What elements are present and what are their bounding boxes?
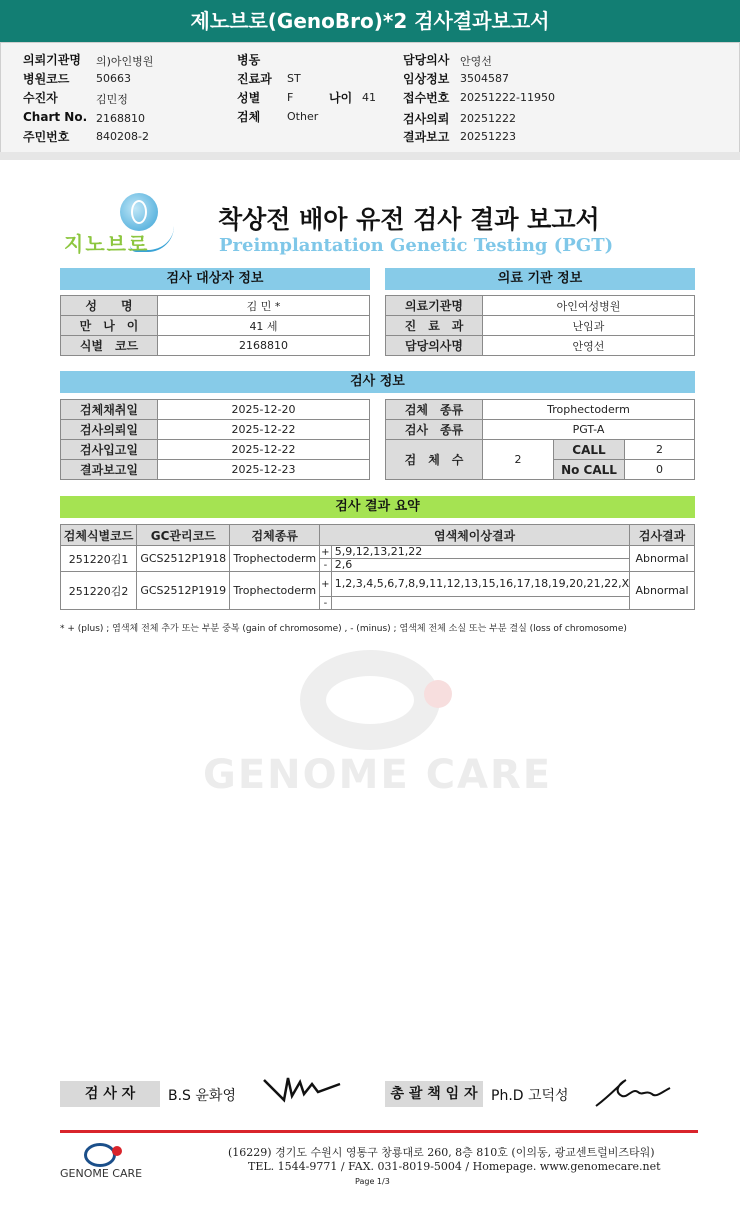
summary-table bbox=[60, 524, 695, 610]
header-label: 의뢰기관명 bbox=[23, 53, 81, 67]
header-value: 20251223 bbox=[460, 130, 516, 143]
logo-text: 지노브로 bbox=[64, 232, 150, 256]
footer-divider bbox=[60, 1130, 698, 1133]
institution-value: 아인여성병원 bbox=[483, 296, 695, 316]
specimen-type: Trophectoderm bbox=[230, 546, 320, 572]
specimen-count-label: 검 체 수 bbox=[386, 440, 483, 480]
footer-contact: TEL. 1544-9771 / FAX. 031-8019-5004 / Homepage. www.genomecare.net bbox=[248, 1160, 661, 1173]
specimen-count-value: 2 bbox=[483, 440, 554, 480]
patient-value: 41 세 bbox=[158, 316, 370, 336]
specimen-id: 251220김2 bbox=[61, 572, 137, 610]
examiner-name: B.S 윤화영 bbox=[168, 1088, 236, 1104]
institution-info-header: 의료 기관 정보 bbox=[385, 268, 695, 290]
header-label: 검사의뢰 bbox=[403, 112, 450, 126]
test-date-value: 2025-12-22 bbox=[158, 420, 370, 440]
legend-footnote: * + (plus) ; 염색체 전체 추가 또는 부분 중복 (gain of chromosome) , - (minus) ; 염색체 전체 소실 또는 부분 결실 (loss of chromosome) bbox=[60, 624, 627, 634]
test-date-value: 2025-12-23 bbox=[158, 460, 370, 480]
institution-value: 난임과 bbox=[483, 316, 695, 336]
patient-header-panel bbox=[0, 42, 740, 154]
institution-label: 진 료 과 bbox=[386, 316, 483, 336]
minus-sign: - bbox=[320, 597, 332, 610]
header-label: 검체 bbox=[237, 110, 261, 124]
director-name: Ph.D 고덕성 bbox=[491, 1088, 569, 1104]
header-label: 담당의사 bbox=[403, 53, 450, 67]
test-date-label: 검사의뢰일 bbox=[61, 420, 158, 440]
loss-chromosomes: 2,6 bbox=[331, 559, 629, 572]
header-label: 병원코드 bbox=[23, 72, 70, 86]
header-value: F bbox=[287, 91, 294, 104]
call-label: CALL bbox=[554, 440, 625, 460]
minus-sign: - bbox=[320, 559, 332, 572]
nocall-label: No CALL bbox=[554, 460, 625, 480]
header-value: 3504587 bbox=[460, 72, 509, 85]
genome-care-logo-icon bbox=[84, 1143, 116, 1167]
patient-info-table bbox=[60, 295, 370, 356]
patient-value: 김 민 * bbox=[158, 296, 370, 316]
report-banner-title: 제노브로(GenoBro)*2 검사결과보고서 bbox=[0, 0, 740, 42]
header-label: Chart No. bbox=[23, 110, 88, 124]
header-value: 840208-2 bbox=[96, 130, 149, 143]
header-value: 김민정 bbox=[96, 93, 128, 106]
director-label: 총 괄 책 임 자 bbox=[385, 1081, 483, 1107]
footer-logo-text: GENOME CARE bbox=[60, 1167, 143, 1180]
test-date-value: 2025-12-20 bbox=[158, 400, 370, 420]
header-label: 주민번호 bbox=[23, 130, 70, 144]
patient-label: 식별 코드 bbox=[61, 336, 158, 356]
header-value: 50663 bbox=[96, 72, 131, 85]
result-status: Abnormal bbox=[630, 546, 695, 572]
loss-chromosomes bbox=[331, 597, 629, 610]
director-signature-icon bbox=[592, 1074, 672, 1110]
examiner-signature-icon bbox=[262, 1074, 342, 1108]
footer-address: (16229) 경기도 수원시 영통구 창룡대로 260, 8층 810호 (이의동, 광교센트럴비즈타워) bbox=[228, 1146, 655, 1159]
header-value: 20251222-11950 bbox=[460, 91, 555, 104]
nocall-value: 0 bbox=[625, 460, 695, 480]
test-type-label: 검사 종류 bbox=[386, 420, 483, 440]
plus-sign: + bbox=[320, 572, 332, 597]
test-date-label: 검체채취일 bbox=[61, 400, 158, 420]
patient-label: 성 명 bbox=[61, 296, 158, 316]
test-type-value: PGT-A bbox=[483, 420, 695, 440]
test-date-value: 2025-12-22 bbox=[158, 440, 370, 460]
header-label: 접수번호 bbox=[403, 91, 450, 105]
header-value: Other bbox=[287, 110, 319, 123]
col-header: 염색체이상결과 bbox=[320, 525, 630, 546]
watermark-text: GENOME CARE bbox=[203, 752, 553, 798]
header-label: 진료과 bbox=[237, 72, 272, 86]
patient-value: 2168810 bbox=[158, 336, 370, 356]
institution-value: 안영선 bbox=[483, 336, 695, 356]
result-status: Abnormal bbox=[630, 572, 695, 610]
call-value: 2 bbox=[625, 440, 695, 460]
col-header: 검체종류 bbox=[230, 525, 320, 546]
plus-sign: + bbox=[321, 546, 330, 558]
header-value: 2168810 bbox=[96, 112, 145, 125]
gain-chromosomes: 1,2,3,4,5,6,7,8,9,11,12,13,15,16,17,18,19,20,21,22,X bbox=[331, 572, 629, 597]
institution-label: 의료기관명 bbox=[386, 296, 483, 316]
header-value: 41 bbox=[362, 91, 376, 104]
specimen-type: Trophectoderm bbox=[230, 572, 320, 610]
header-label: 성별 bbox=[237, 91, 261, 105]
col-header: 검체식별코드 bbox=[61, 525, 137, 546]
gc-code: GCS2512P1918 bbox=[137, 546, 230, 572]
header-label: 수진자 bbox=[23, 91, 58, 105]
header-label: 나이 bbox=[329, 91, 353, 105]
watermark-dot-icon bbox=[424, 680, 452, 708]
specimen-type-label: 검체 종류 bbox=[386, 400, 483, 420]
header-separator bbox=[0, 152, 740, 160]
col-header: 검사결과 bbox=[630, 525, 695, 546]
test-info-header: 검사 정보 bbox=[60, 371, 695, 393]
header-label: 병동 bbox=[237, 53, 261, 67]
test-date-label: 결과보고일 bbox=[61, 460, 158, 480]
col-header: GC관리코드 bbox=[137, 525, 230, 546]
logo-hourglass-icon bbox=[131, 200, 147, 224]
header-label: 결과보고 bbox=[403, 130, 450, 144]
header-value: 20251222 bbox=[460, 112, 516, 125]
watermark-logo-icon bbox=[300, 650, 440, 750]
specimen-id: 251220김1 bbox=[61, 546, 137, 572]
header-value: 안영선 bbox=[460, 55, 492, 68]
table-row bbox=[61, 572, 695, 597]
header-label: 임상정보 bbox=[403, 72, 450, 86]
table-row bbox=[61, 546, 695, 559]
page-number: Page 1/3 bbox=[355, 1177, 390, 1186]
report-title-en: Preimplantation Genetic Testing (PGT) bbox=[219, 235, 614, 256]
report-title-ko: 착상전 배아 유전 검사 결과 보고서 bbox=[218, 205, 600, 234]
gain-chromosomes: 5,9,12,13,21,22 bbox=[331, 546, 629, 559]
patient-info-header: 검사 대상자 정보 bbox=[60, 268, 370, 290]
patient-label: 만 나 이 bbox=[61, 316, 158, 336]
summary-header: 검사 결과 요약 bbox=[60, 496, 695, 518]
gc-code: GCS2512P1919 bbox=[137, 572, 230, 610]
institution-info-table bbox=[385, 295, 695, 356]
logo-dot-icon bbox=[112, 1146, 122, 1156]
specimen-type-value: Trophectoderm bbox=[483, 400, 695, 420]
header-value: ST bbox=[287, 72, 301, 85]
examiner-label: 검 사 자 bbox=[60, 1081, 160, 1107]
specimen-table bbox=[385, 399, 695, 480]
test-date-label: 검사입고일 bbox=[61, 440, 158, 460]
institution-label: 담당의사명 bbox=[386, 336, 483, 356]
test-dates-table bbox=[60, 399, 370, 480]
header-value: 의)아인병원 bbox=[96, 55, 154, 68]
